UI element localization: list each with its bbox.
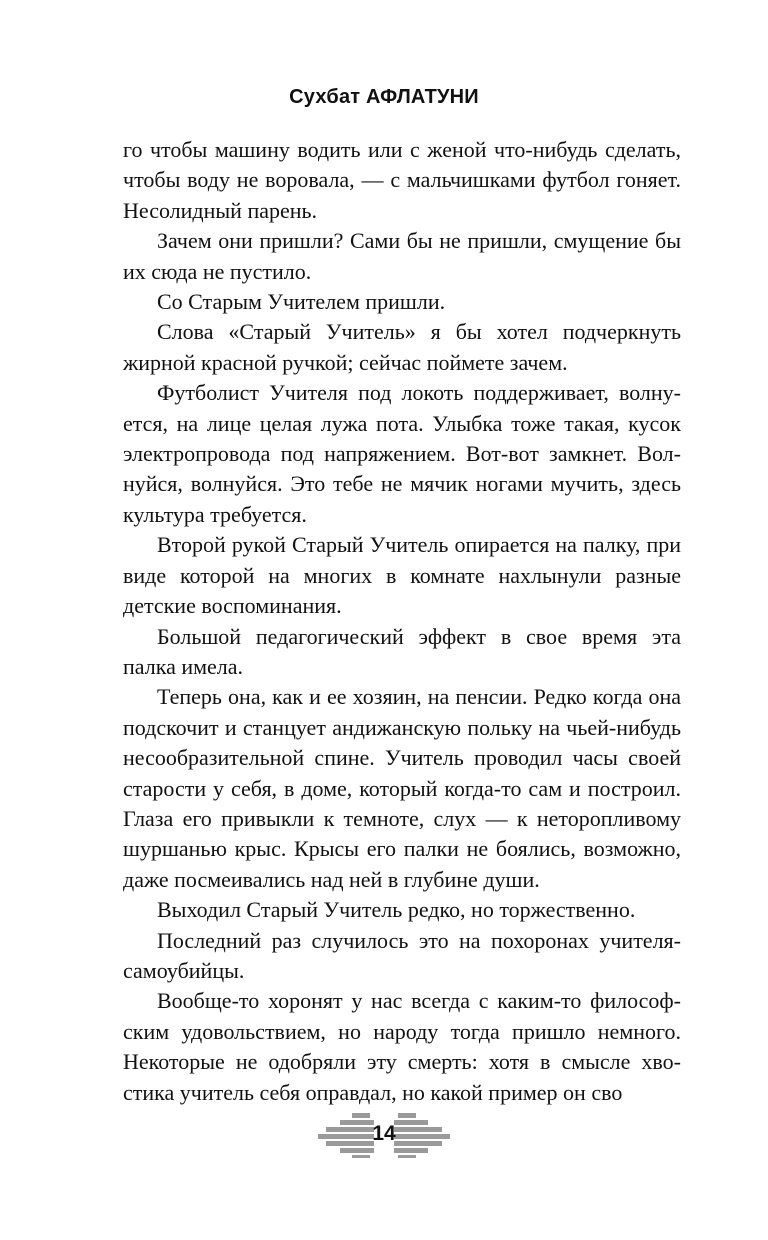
- paragraph: Теперь она, как и ее хозяин, на пенсии. Редко когда она подскочит и станцует андижанскую польку на чьей-нибудь несообразительной спине. Учитель проводил часы своей старости у себя, в доме, который когда-то сам и построил. Глаза его привыкли к темноте, слух — к неторопливому шуршанью крыс. Крысы его палки не боялись, возможно, даже посмеивались над ней в глубине души.: [123, 684, 681, 892]
- running-head: Сухбат АФЛАТУНИ: [289, 86, 479, 108]
- page-number: 14: [372, 1122, 396, 1145]
- paragraph: Зачем они пришли? Сами бы не пришли, смущение бы их сюда не пустило.: [123, 228, 681, 284]
- page-footer: [0, 1110, 768, 1158]
- body-text: [123, 135, 681, 1108]
- paragraph: Большой педагогический эффект в свое время эта палка имела.: [123, 623, 681, 679]
- paragraph: Второй рукой Старый Учитель опирается на палку, при виде которой на многих в комнате нахлынули разные детские воспоминания.: [123, 532, 681, 619]
- paragraph: Выходил Старый Учитель редко, но торжественно.: [157, 897, 636, 923]
- paragraph: Вообще-то хоронят у нас всегда с каким-то философским удовольствием, но народу тогда пришло немного. Некоторые не одобряли эту смерть: хотя в смысле хвостика учитель себя оправдал, но какой пример он сво: [123, 988, 681, 1105]
- paragraph: Последний раз случилось это на похоронах учителя-самоубийцы.: [123, 927, 681, 983]
- paragraph: Футболист Учителя под локоть поддерживает, волнуется, на лице целая лужа пота. Улыбка тоже такая, кусок электропровода под напряжением. Вот-вот замкнет. Волнуйся, волнуйся. Это тебе не мячик ногами мучить, здесь культура требуется.: [123, 380, 681, 527]
- paragraph: Слова «Старый Учитель» я бы хотел подчеркнуть жирной красной ручкой; сейчас поймете зачем.: [123, 319, 681, 375]
- paragraph: го чтобы машину водить или с женой что-нибудь сделать, чтобы воду не воровала, — с мальчишками футбол гоняет. Несолидный парень.: [123, 137, 681, 223]
- paragraph: Со Старым Учителем пришли.: [157, 289, 446, 315]
